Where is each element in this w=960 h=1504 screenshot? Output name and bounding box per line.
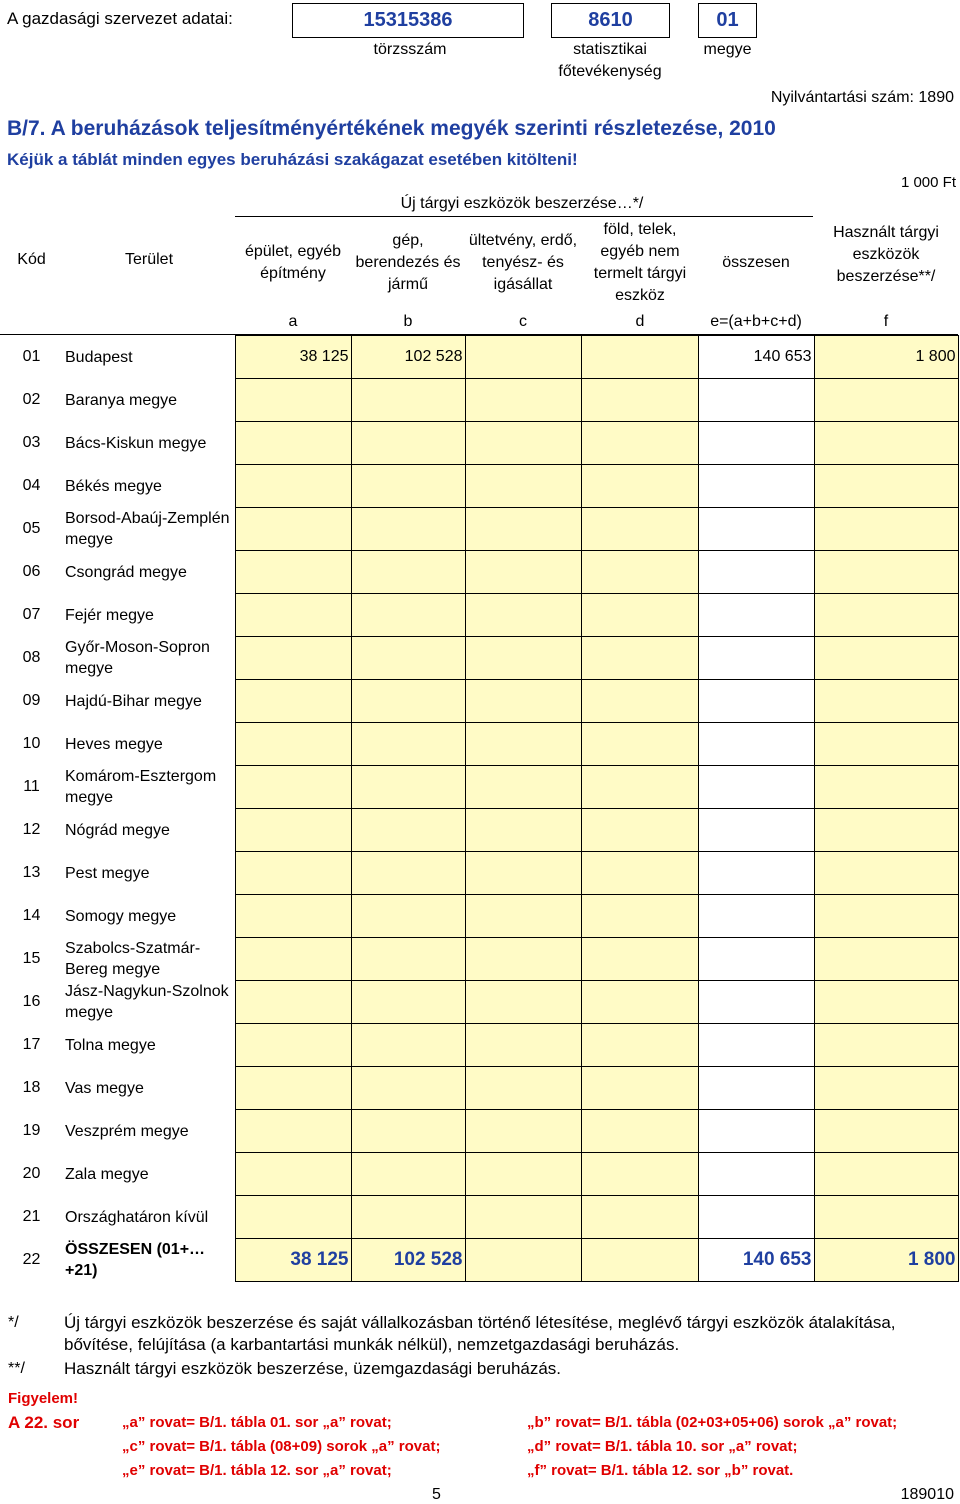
table-row bbox=[0, 809, 958, 852]
row-code: 03 bbox=[22, 434, 41, 451]
cell-b[interactable] bbox=[351, 723, 465, 766]
cell-a[interactable] bbox=[235, 594, 351, 637]
cell-f[interactable] bbox=[814, 1196, 958, 1239]
cell-c[interactable] bbox=[465, 1196, 581, 1239]
cell-e bbox=[698, 766, 814, 809]
table-row bbox=[0, 766, 958, 809]
cell-b[interactable] bbox=[351, 809, 465, 852]
table-row bbox=[0, 1239, 958, 1282]
warning-rule-a: „a” rovat= B/1. tábla 01. sor „a” rovat; bbox=[122, 1414, 392, 1431]
cell-f[interactable] bbox=[814, 809, 958, 852]
cell-d[interactable] bbox=[581, 852, 698, 895]
cell-e: 140 653 bbox=[698, 1239, 814, 1282]
cell-b[interactable] bbox=[351, 1153, 465, 1196]
row-name: Békés megye bbox=[65, 477, 162, 495]
cell-e bbox=[698, 379, 814, 422]
cell-a[interactable] bbox=[235, 895, 351, 938]
cell-e bbox=[698, 551, 814, 594]
table-row bbox=[0, 465, 958, 508]
cell-a[interactable] bbox=[235, 1024, 351, 1067]
row-code: 01 bbox=[22, 348, 41, 365]
header-group-line bbox=[235, 216, 813, 217]
row-name: Szabolcs-Szatmár-Bereg megye bbox=[65, 940, 201, 978]
torzsszam-field[interactable]: 15315386 bbox=[292, 3, 524, 38]
cell-c[interactable] bbox=[465, 551, 581, 594]
cell-c[interactable] bbox=[465, 1110, 581, 1153]
torzsszam-caption: törzsszám bbox=[373, 41, 447, 58]
row-name: Baranya megye bbox=[65, 391, 178, 409]
megye-field[interactable]: 01 bbox=[698, 3, 757, 38]
cell-f[interactable] bbox=[814, 465, 958, 508]
cell-f[interactable] bbox=[814, 422, 958, 465]
letter-d: d bbox=[635, 313, 645, 330]
cell-a[interactable] bbox=[235, 852, 351, 895]
cell-a[interactable] bbox=[235, 723, 351, 766]
row-name: Borsod-Abaúj-Zemplén megye bbox=[65, 510, 230, 548]
cell-d[interactable] bbox=[581, 1110, 698, 1153]
cell-c[interactable] bbox=[465, 981, 581, 1024]
row-code: 09 bbox=[22, 692, 41, 709]
cell-c[interactable] bbox=[465, 594, 581, 637]
cell-a[interactable]: 38 125 bbox=[235, 336, 351, 379]
cell-d[interactable] bbox=[581, 551, 698, 594]
cell-a[interactable] bbox=[235, 1196, 351, 1239]
table-row bbox=[0, 637, 958, 680]
letter-b: b bbox=[403, 313, 413, 330]
cell-e bbox=[698, 723, 814, 766]
cell-f[interactable] bbox=[814, 508, 958, 551]
header-col-a: épület, egyéb építmény bbox=[244, 243, 342, 282]
row-code: 07 bbox=[22, 606, 41, 623]
header-terulet: Terület bbox=[124, 251, 174, 268]
header-col-f: Használt tárgyi eszközök beszerzése**/ bbox=[833, 224, 939, 285]
cell-e bbox=[698, 938, 814, 981]
cell-a[interactable] bbox=[235, 938, 351, 981]
row-code: 20 bbox=[22, 1165, 41, 1182]
warning-rule-c: „c” rovat= B/1. tábla (08+09) sorok „a” rovat; bbox=[122, 1438, 441, 1455]
cell-d[interactable] bbox=[581, 766, 698, 809]
row-code: 22 bbox=[22, 1251, 41, 1268]
cell-e bbox=[698, 1153, 814, 1196]
cell-c[interactable] bbox=[465, 465, 581, 508]
cell-c[interactable] bbox=[465, 852, 581, 895]
row-name: Fejér megye bbox=[65, 606, 154, 624]
table-row bbox=[0, 680, 958, 723]
table-row bbox=[0, 336, 958, 379]
cell-d[interactable] bbox=[581, 1067, 698, 1110]
cell-b[interactable] bbox=[351, 637, 465, 680]
cell-d[interactable] bbox=[581, 422, 698, 465]
cell-f[interactable] bbox=[814, 1024, 958, 1067]
row-name: Csongrád megye bbox=[65, 563, 187, 581]
cell-d[interactable] bbox=[581, 981, 698, 1024]
cell-f[interactable] bbox=[814, 981, 958, 1024]
row-code: 14 bbox=[22, 907, 41, 924]
row-name: Zala megye bbox=[65, 1165, 149, 1183]
cell-d[interactable] bbox=[581, 594, 698, 637]
row-code: 12 bbox=[22, 821, 41, 838]
header-col-c: ültetvény, erdő, tenyész- és igásállat bbox=[468, 232, 578, 293]
cell-b[interactable] bbox=[351, 1067, 465, 1110]
cell-b[interactable] bbox=[351, 379, 465, 422]
row-code: 06 bbox=[22, 563, 41, 580]
header-col-e: összesen bbox=[722, 254, 790, 271]
row-code: 05 bbox=[22, 520, 41, 537]
cell-a[interactable] bbox=[235, 1110, 351, 1153]
cell-d[interactable] bbox=[581, 1196, 698, 1239]
page-subtitle: Kéjük a táblát minden egyes beruházási szakágazat esetében kitölteni! bbox=[7, 150, 578, 169]
cell-d[interactable] bbox=[581, 895, 698, 938]
table-row bbox=[0, 852, 958, 895]
row-name: Pest megye bbox=[65, 864, 150, 882]
cell-f[interactable] bbox=[814, 551, 958, 594]
cell-f[interactable] bbox=[814, 1110, 958, 1153]
row-code: 10 bbox=[22, 735, 41, 752]
cell-d[interactable] bbox=[581, 379, 698, 422]
cell-f[interactable] bbox=[814, 852, 958, 895]
org-label: A gazdasági szervezet adatai: bbox=[7, 9, 233, 28]
cell-e bbox=[698, 852, 814, 895]
row-name: Tolna megye bbox=[65, 1036, 156, 1054]
cell-a[interactable] bbox=[235, 422, 351, 465]
cell-e bbox=[698, 594, 814, 637]
warning-rule-f: „f” rovat= B/1. tábla 12. sor „b” rovat. bbox=[527, 1462, 794, 1479]
cell-c[interactable] bbox=[465, 379, 581, 422]
cell-c[interactable] bbox=[465, 723, 581, 766]
cell-d[interactable] bbox=[581, 508, 698, 551]
cell-b[interactable] bbox=[351, 680, 465, 723]
header-col-d: föld, telek, egyéb nem termelt tárgyi eszköz bbox=[593, 221, 687, 304]
cell-a[interactable] bbox=[235, 680, 351, 723]
unit-label: 1 000 Ft bbox=[900, 174, 956, 191]
cell-d[interactable] bbox=[581, 1153, 698, 1196]
cell-f[interactable] bbox=[814, 1067, 958, 1110]
table-row bbox=[0, 1024, 958, 1067]
cell-a[interactable] bbox=[235, 981, 351, 1024]
cell-c[interactable] bbox=[465, 1239, 581, 1282]
cell-b[interactable] bbox=[351, 852, 465, 895]
cell-a[interactable] bbox=[235, 637, 351, 680]
row-code: 15 bbox=[22, 950, 41, 967]
warning-rule-b: „b” rovat= B/1. tábla (02+03+05+06) sorok „a” rovat; bbox=[527, 1414, 898, 1431]
cell-c[interactable] bbox=[465, 895, 581, 938]
letter-a: a bbox=[288, 313, 298, 330]
cell-b[interactable] bbox=[351, 508, 465, 551]
footnote-mark-1: */ bbox=[8, 1314, 19, 1331]
table-row bbox=[0, 551, 958, 594]
page-title: B/7. A beruházások teljesítményértékének megyék szerinti részletezése, 2010 bbox=[7, 117, 776, 140]
cell-a[interactable]: 38 125 bbox=[235, 1239, 351, 1282]
table-row bbox=[0, 723, 958, 766]
row-name: Bács-Kiskun megye bbox=[65, 434, 207, 452]
row-code: 08 bbox=[22, 649, 41, 666]
cell-d[interactable] bbox=[581, 809, 698, 852]
cell-b[interactable] bbox=[351, 422, 465, 465]
row-code: 19 bbox=[22, 1122, 41, 1139]
page-number: 5 bbox=[432, 1486, 441, 1503]
cell-d[interactable] bbox=[581, 336, 698, 379]
fotevekenyseg-caption: főtevékenység bbox=[558, 63, 662, 80]
table-row bbox=[0, 1067, 958, 1110]
cell-f[interactable] bbox=[814, 723, 958, 766]
row-name: Budapest bbox=[65, 348, 133, 366]
statisztikai-field[interactable]: 8610 bbox=[551, 3, 670, 38]
row-name: Nógrád megye bbox=[65, 821, 170, 839]
letter-e: e=(a+b+c+d) bbox=[710, 313, 802, 330]
cell-e bbox=[698, 1024, 814, 1067]
table-row bbox=[0, 895, 958, 938]
row-code: 13 bbox=[22, 864, 41, 881]
cell-e bbox=[698, 1196, 814, 1239]
cell-c[interactable] bbox=[465, 422, 581, 465]
cell-d[interactable] bbox=[581, 1024, 698, 1067]
cell-f[interactable] bbox=[814, 379, 958, 422]
table-row bbox=[0, 938, 958, 981]
warning-rule-d: „d” rovat= B/1. tábla 10. sor „a” rovat; bbox=[527, 1438, 798, 1455]
warning-row: A 22. sor bbox=[8, 1413, 80, 1432]
table-row bbox=[0, 379, 958, 422]
row-code: 02 bbox=[22, 391, 41, 408]
cell-b[interactable]: 102 528 bbox=[351, 1239, 465, 1282]
footer-code: 189010 bbox=[900, 1486, 954, 1503]
cell-b[interactable] bbox=[351, 766, 465, 809]
cell-d[interactable] bbox=[581, 637, 698, 680]
cell-f[interactable] bbox=[814, 594, 958, 637]
cell-f[interactable]: 1 800 bbox=[814, 1239, 958, 1282]
cell-d[interactable] bbox=[581, 680, 698, 723]
table-row bbox=[0, 1196, 958, 1239]
cell-d[interactable] bbox=[581, 723, 698, 766]
cell-e bbox=[698, 1067, 814, 1110]
cell-b[interactable] bbox=[351, 1024, 465, 1067]
row-code: 17 bbox=[22, 1036, 41, 1053]
table-row bbox=[0, 981, 958, 1024]
row-name: ÖSSZESEN (01+…+21) bbox=[65, 1241, 206, 1279]
cell-c[interactable] bbox=[465, 336, 581, 379]
header-col-b: gép, berendezés és jármű bbox=[355, 232, 461, 293]
cell-e bbox=[698, 809, 814, 852]
row-name: Vas megye bbox=[65, 1079, 144, 1097]
cell-f[interactable] bbox=[814, 637, 958, 680]
row-code: 11 bbox=[23, 778, 40, 795]
cell-a[interactable] bbox=[235, 508, 351, 551]
cell-c[interactable] bbox=[465, 809, 581, 852]
cell-a[interactable] bbox=[235, 379, 351, 422]
cell-b[interactable] bbox=[351, 895, 465, 938]
cell-c[interactable] bbox=[465, 1024, 581, 1067]
table-row bbox=[0, 1110, 958, 1153]
cell-e bbox=[698, 465, 814, 508]
megye-caption: megye bbox=[703, 41, 752, 58]
statisztikai-caption: statisztikai bbox=[573, 41, 647, 58]
cell-d[interactable] bbox=[581, 938, 698, 981]
cell-f[interactable]: 1 800 bbox=[814, 336, 958, 379]
cell-c[interactable] bbox=[465, 680, 581, 723]
row-name: Somogy megye bbox=[65, 907, 177, 925]
cell-f[interactable] bbox=[814, 1153, 958, 1196]
row-code: 04 bbox=[22, 477, 41, 494]
registry-number: Nyilvántartási szám: 1890 bbox=[770, 89, 954, 106]
row-name: Hajdú-Bihar megye bbox=[65, 692, 202, 710]
warning-title: Figyelem! bbox=[8, 1390, 79, 1407]
table-row bbox=[0, 422, 958, 465]
row-code: 21 bbox=[22, 1208, 41, 1225]
row-code: 16 bbox=[22, 993, 41, 1010]
cell-a[interactable] bbox=[235, 766, 351, 809]
cell-b[interactable] bbox=[351, 551, 465, 594]
table-row bbox=[0, 1153, 958, 1196]
cell-c[interactable] bbox=[465, 1153, 581, 1196]
warning-rule-e: „e” rovat= B/1. tábla 12. sor „a” rovat; bbox=[122, 1462, 392, 1479]
cell-b[interactable] bbox=[351, 594, 465, 637]
cell-f[interactable] bbox=[814, 680, 958, 723]
cell-b[interactable] bbox=[351, 981, 465, 1024]
cell-c[interactable] bbox=[465, 1067, 581, 1110]
table-row bbox=[0, 508, 958, 551]
cell-b[interactable] bbox=[351, 465, 465, 508]
cell-e: 140 653 bbox=[698, 336, 814, 379]
cell-e bbox=[698, 422, 814, 465]
footnote-mark-2: **/ bbox=[8, 1360, 25, 1377]
footnote-text-2: Használt tárgyi eszközök beszerzése, üzemgazdasági beruházás. bbox=[64, 1359, 562, 1378]
row-name: Jász-Nagykun-Szolnok megye bbox=[65, 983, 229, 1021]
cell-a[interactable] bbox=[235, 465, 351, 508]
cell-e bbox=[698, 637, 814, 680]
header-group: Új tárgyi eszközök beszerzése…*/ bbox=[400, 195, 644, 212]
cell-f[interactable] bbox=[814, 895, 958, 938]
cell-c[interactable] bbox=[465, 766, 581, 809]
cell-e bbox=[698, 895, 814, 938]
data-table bbox=[0, 335, 959, 1282]
cell-a[interactable] bbox=[235, 809, 351, 852]
table-row bbox=[0, 594, 958, 637]
letter-c: c bbox=[519, 313, 527, 330]
row-name: Országhatáron kívül bbox=[65, 1208, 209, 1226]
row-code: 18 bbox=[22, 1079, 41, 1096]
cell-e bbox=[698, 680, 814, 723]
cell-d[interactable] bbox=[581, 1239, 698, 1282]
row-name: Komárom-Esztergom megye bbox=[65, 768, 217, 806]
row-name: Veszprém megye bbox=[65, 1122, 189, 1140]
cell-e bbox=[698, 1110, 814, 1153]
cell-a[interactable] bbox=[235, 1153, 351, 1196]
cell-a[interactable] bbox=[235, 551, 351, 594]
row-name: Győr-Moson-Sopron megye bbox=[65, 639, 210, 677]
cell-b[interactable] bbox=[351, 938, 465, 981]
cell-c[interactable] bbox=[465, 508, 581, 551]
letter-f: f bbox=[883, 313, 889, 330]
cell-c[interactable] bbox=[465, 938, 581, 981]
cell-c[interactable] bbox=[465, 637, 581, 680]
cell-d[interactable] bbox=[581, 465, 698, 508]
cell-e bbox=[698, 508, 814, 551]
footnote-text-1: Új tárgyi eszközök beszerzése és saját vállalkozásban történő létesítése, meglévő tárgyi eszközök átalakítása, bővítése, felújítása (a karbantartási munkák nélkül), nemzetgazdasági beruházás. bbox=[64, 1313, 896, 1354]
cell-a[interactable] bbox=[235, 1067, 351, 1110]
cell-f[interactable] bbox=[814, 766, 958, 809]
header-kod: Kód bbox=[17, 251, 46, 268]
cell-b[interactable]: 102 528 bbox=[351, 336, 465, 379]
row-name: Heves megye bbox=[65, 735, 163, 753]
cell-f[interactable] bbox=[814, 938, 958, 981]
cell-b[interactable] bbox=[351, 1196, 465, 1239]
cell-b[interactable] bbox=[351, 1110, 465, 1153]
cell-e bbox=[698, 981, 814, 1024]
